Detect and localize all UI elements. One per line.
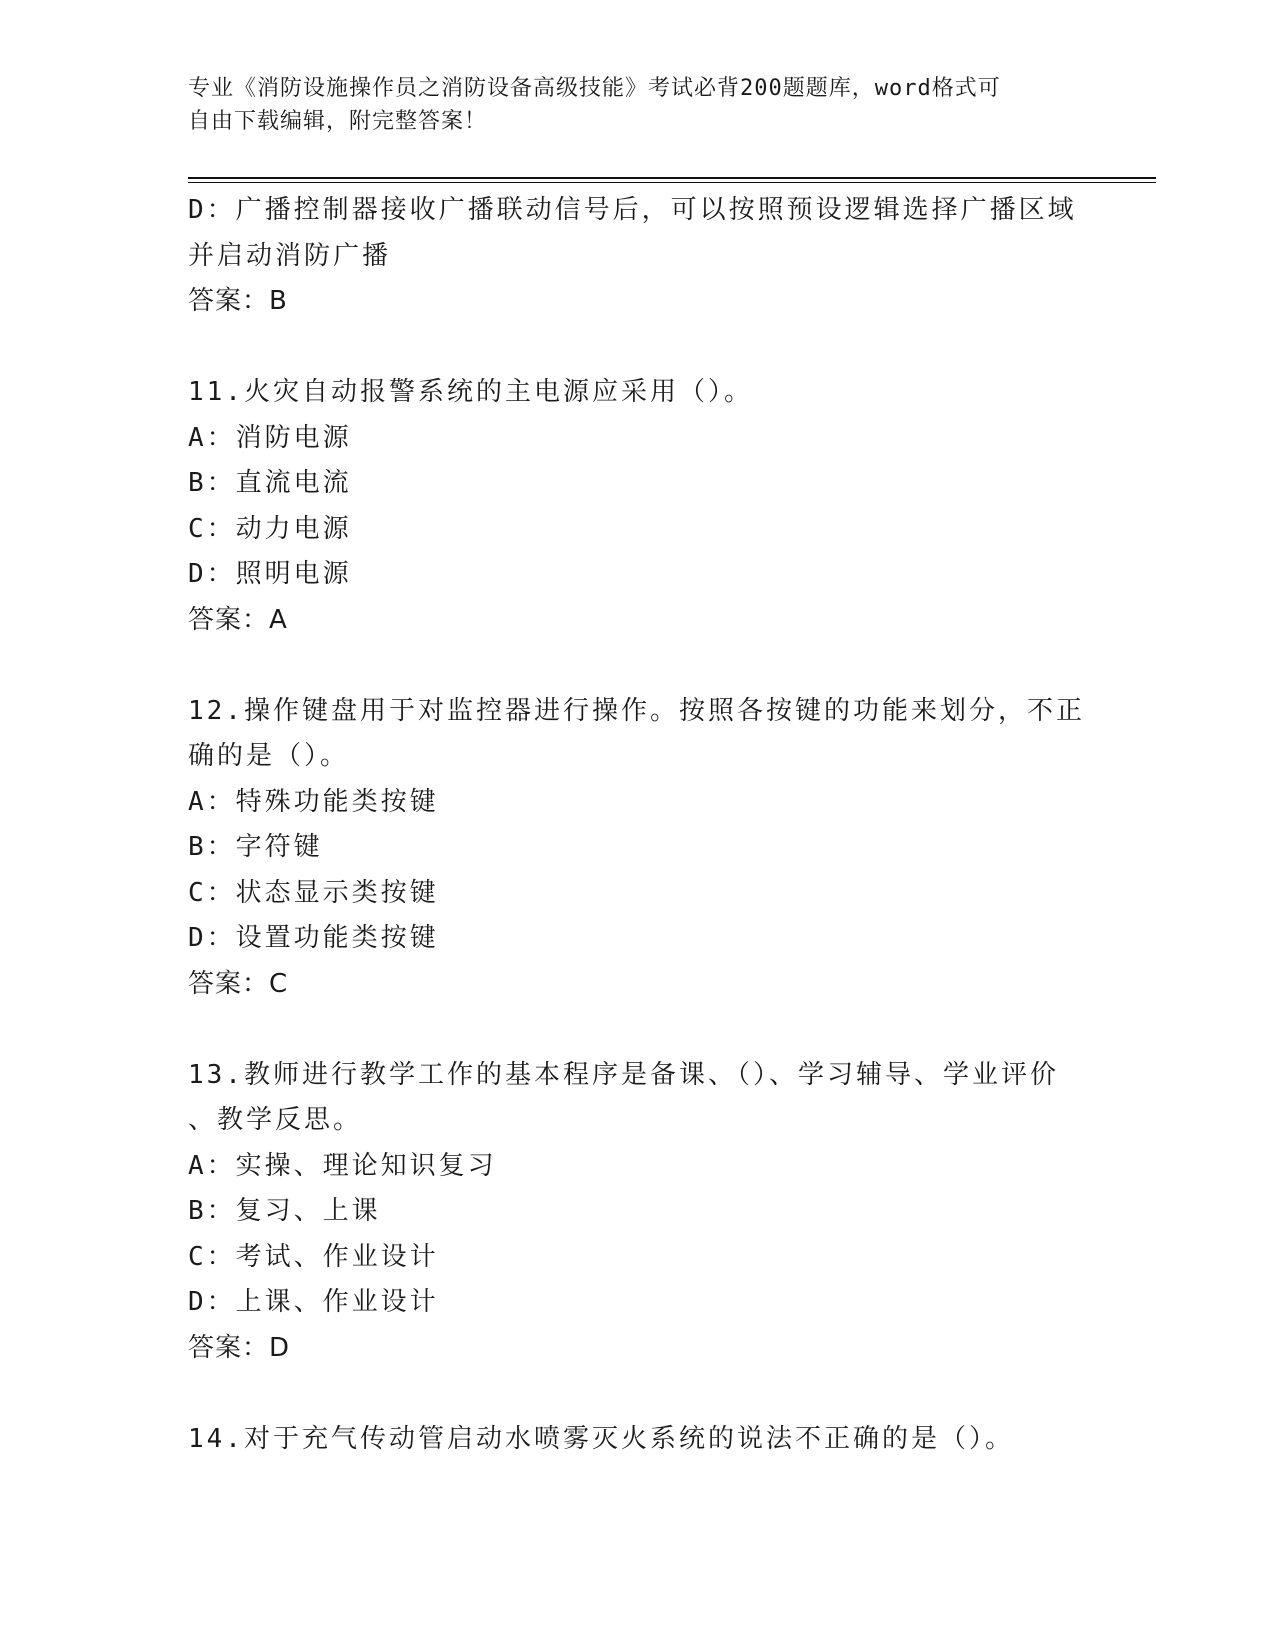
option-d: D：上课、作业设计 bbox=[188, 1287, 439, 1317]
question-14 bbox=[188, 1417, 1088, 1463]
header-divider-thin bbox=[188, 182, 1156, 183]
option-c: C：状态显示类按键 bbox=[188, 877, 439, 908]
question-stem-continued: 确的是（）。 bbox=[188, 741, 350, 771]
question-stem: 14.对于充气传动管启动水喷雾灭火系统的说法不正确的是（）。 bbox=[188, 1423, 1014, 1454]
answer-line: 答案：C bbox=[188, 968, 289, 999]
header-divider-thick bbox=[188, 177, 1156, 179]
option-a: A：消防电源 bbox=[188, 422, 352, 453]
document-header bbox=[188, 72, 1068, 138]
answer-line: 答案：A bbox=[188, 604, 288, 635]
spacer bbox=[188, 1371, 1088, 1417]
option-a: A：特殊功能类按键 bbox=[188, 786, 439, 817]
question-11 bbox=[188, 370, 1088, 643]
spacer bbox=[188, 643, 1088, 689]
answer-line: 答案：B bbox=[188, 286, 288, 316]
question-13 bbox=[188, 1053, 1088, 1372]
option-a: A：实操、理论知识复习 bbox=[188, 1150, 497, 1181]
header-title-line1: 专业《消防设施操作员之消防设备高级技能》考试必背200题题库，word格式可 bbox=[188, 76, 1001, 101]
option-c: C：考试、作业设计 bbox=[188, 1241, 439, 1272]
spacer bbox=[188, 1007, 1088, 1053]
option-c: C：动力电源 bbox=[188, 513, 352, 544]
option-b: B：直流电流 bbox=[188, 468, 352, 498]
answer-line: 答案：D bbox=[188, 1332, 291, 1363]
option-b: B：复习、上课 bbox=[188, 1196, 381, 1226]
previous-question-tail bbox=[188, 188, 1088, 325]
question-stem: 12.操作键盘用于对监控器进行操作。按照各按键的功能来划分，不正 bbox=[188, 695, 1085, 726]
option-d-continued: 并启动消防广播 bbox=[188, 240, 392, 271]
question-stem-continued: 、教学反思。 bbox=[188, 1105, 363, 1135]
header-title-line2: 自由下载编辑，附完整答案！ bbox=[188, 109, 488, 134]
option-d: D：广播控制器接收广播联动信号后，可以按照预设逻辑选择广播区域 bbox=[188, 195, 1077, 225]
spacer bbox=[188, 325, 1088, 371]
question-stem: 11.火灾自动报警系统的主电源应采用（）。 bbox=[188, 377, 753, 407]
question-content bbox=[188, 188, 1088, 1462]
option-b: B：字符键 bbox=[188, 832, 323, 862]
question-12 bbox=[188, 689, 1088, 1008]
question-stem: 13.教师进行教学工作的基本程序是备课、（）、学习辅导、学业评价 bbox=[188, 1059, 1059, 1090]
option-d: D：设置功能类按键 bbox=[188, 923, 439, 953]
option-d: D：照明电源 bbox=[188, 559, 352, 589]
